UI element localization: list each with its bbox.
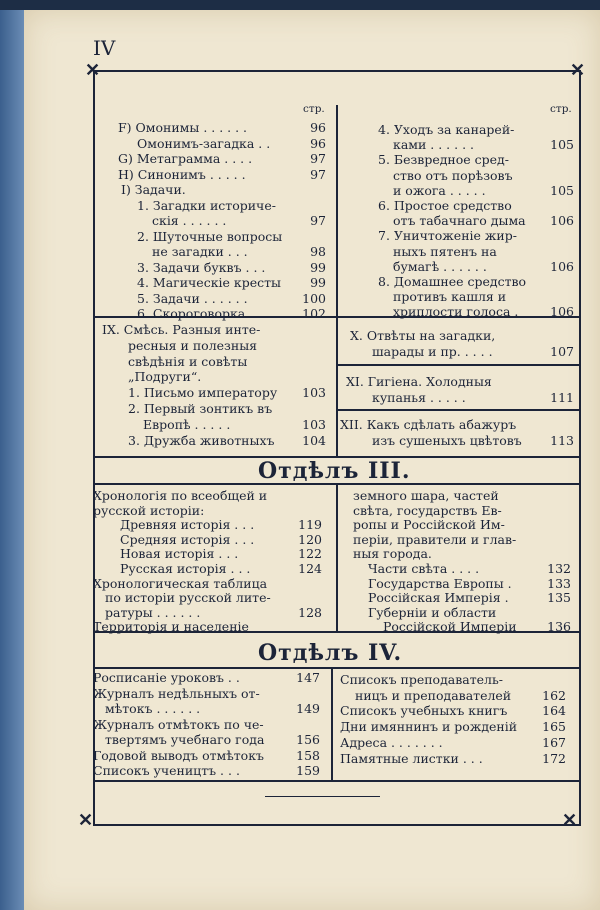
toc-entry-text: ныхъ пятенъ на bbox=[393, 243, 497, 259]
toc-page-number: 149 bbox=[296, 701, 320, 716]
toc-page-number: 159 bbox=[296, 763, 320, 778]
toc-entry-text: XI. Гигіена. Холодныя bbox=[346, 374, 492, 389]
toc-page-number: 128 bbox=[298, 604, 322, 620]
toc-page-number: 104 bbox=[302, 432, 326, 448]
toc-entry-text: ропы и Россійской Им- bbox=[353, 517, 505, 533]
toc-page-number: 164 bbox=[542, 703, 566, 719]
toc-page-number: 106 bbox=[550, 304, 574, 320]
toc-entry-text: 8. Домашнее средство bbox=[378, 274, 527, 289]
toc-entry-text: не загадки . . . bbox=[152, 244, 248, 259]
toc-entry-text: и ожога . . . . . bbox=[393, 182, 486, 198]
toc-entry-text: земного шара, частей bbox=[353, 488, 499, 503]
toc-page-number: 120 bbox=[298, 531, 322, 547]
toc-entry-text: по исторіи русской лите- bbox=[105, 590, 271, 606]
rule bbox=[93, 780, 580, 782]
top-edge-shadow bbox=[0, 0, 600, 10]
toc-entry-text: ресныя и полезныя bbox=[128, 337, 258, 353]
toc-page-number: 103 bbox=[302, 385, 326, 401]
toc-entry-text: Хронологическая таблица bbox=[93, 575, 268, 591]
toc-entry-text: отъ табачнаго дыма bbox=[393, 213, 526, 229]
toc-entry-text: 2. Шуточные вопросы bbox=[137, 228, 283, 244]
toc-entry-text: Губерніи и области bbox=[368, 604, 497, 620]
toc-entry-text: „Подруги“. bbox=[128, 369, 202, 385]
toc-entry-text: изъ сушеныхъ цвѣтовъ bbox=[372, 433, 522, 448]
toc-entry-text: I) Задачи. bbox=[121, 182, 186, 197]
toc-entry-text: Новая исторія . . . bbox=[120, 546, 239, 562]
toc-entry-text: Памятные листки . . . bbox=[340, 750, 483, 766]
toc-entry-text: 6. Скороговорка . . . bbox=[137, 306, 270, 321]
toc-page-number: 113 bbox=[550, 433, 574, 448]
rule bbox=[336, 364, 580, 366]
toc-entry-text: 3. Задачи буквъ . . . bbox=[137, 259, 266, 275]
toc-entry-text: Россійской Имперіи bbox=[383, 619, 517, 635]
toc-entry-text: 3. Дружба животныхъ bbox=[128, 432, 275, 448]
end-rule bbox=[265, 796, 380, 797]
section-4-title: Отдѣлъ IV. bbox=[258, 640, 403, 666]
toc-page-number: 96 bbox=[310, 135, 326, 151]
toc-entry-text: ство отъ порѣзовъ bbox=[393, 167, 513, 183]
toc-page-number: 119 bbox=[298, 517, 322, 533]
toc-entry-text: свѣта, государствъ Ев- bbox=[353, 502, 502, 518]
toc-page-number: 99 bbox=[310, 259, 326, 275]
page-column-header-right: стр. bbox=[550, 103, 572, 115]
toc-entry-text: H) Синонимъ . . . . . bbox=[118, 166, 246, 182]
toc-entry-text: купанья . . . . . bbox=[372, 390, 466, 405]
column-divider bbox=[336, 483, 338, 631]
toc-page-number: 97 bbox=[310, 213, 326, 228]
toc-page-number: 133 bbox=[547, 575, 571, 591]
toc-page-number: 107 bbox=[550, 344, 574, 359]
toc-page-number: 111 bbox=[550, 390, 574, 405]
toc-entry-text: шарады и пр. . . . . bbox=[372, 344, 493, 359]
toc-entry-text: 7. Уничтоженіе жир- bbox=[378, 228, 517, 244]
toc-entry-text: 6. Простое средство bbox=[378, 198, 512, 213]
toc-entry-text: G) Метаграмма . . . . bbox=[118, 151, 253, 166]
toc-page-number: 100 bbox=[302, 290, 326, 306]
toc-entry-text: Годовой выводъ отмѣтокъ bbox=[93, 747, 264, 763]
toc-entry-text: Журналъ недѣльныхъ от- bbox=[93, 685, 260, 701]
toc-page-number: 106 bbox=[550, 258, 574, 274]
column-divider bbox=[331, 668, 333, 780]
toc-page-number: 122 bbox=[298, 546, 322, 562]
toc-entry-text: Государства Европы . bbox=[368, 575, 512, 591]
toc-entry-text: X. Отвѣты на загадки, bbox=[350, 328, 496, 343]
toc-entry-text: мѣтокъ . . . . . . bbox=[105, 701, 201, 716]
toc-entry-text: твертямъ учебнаго года bbox=[105, 732, 265, 747]
toc-entry-text: Части свѣта . . . . bbox=[368, 561, 480, 576]
toc-entry-text: 1. Письмо императору bbox=[128, 385, 278, 401]
toc-page-number: 132 bbox=[547, 561, 571, 576]
toc-entry-text: 4. Уходъ за канарей- bbox=[378, 122, 515, 137]
page-number: IV bbox=[93, 36, 116, 60]
corner-ornament-icon: ✕ bbox=[562, 810, 578, 831]
toc-page-number: 124 bbox=[298, 561, 322, 576]
toc-page-number: 105 bbox=[550, 182, 574, 198]
corner-ornament-icon: ✕ bbox=[85, 60, 101, 81]
toc-page-number: 97 bbox=[310, 151, 326, 166]
toc-entry-text: 5. Безвредное сред- bbox=[378, 152, 509, 168]
toc-entry-text: Омонимъ-загадка . . bbox=[137, 135, 271, 151]
toc-page-number: 102 bbox=[302, 306, 326, 321]
toc-entry-text: ками . . . . . . bbox=[393, 137, 474, 153]
toc-entry-text: 1. Загадки историче- bbox=[137, 197, 276, 213]
rule bbox=[93, 667, 580, 669]
toc-entry-text: 4. Магическіе кресты bbox=[137, 275, 281, 290]
toc-entry-text: Журналъ отмѣтокъ по че- bbox=[93, 716, 264, 732]
toc-entry-text: русской исторіи: bbox=[93, 502, 205, 518]
toc-entry-text: бумагѣ . . . . . . bbox=[393, 258, 487, 274]
toc-page-number: 162 bbox=[542, 687, 566, 703]
toc-entry-text: періи, правители и глав- bbox=[353, 531, 517, 547]
toc-page-number: 172 bbox=[542, 750, 566, 766]
toc-entry-text: Средняя исторія . . . bbox=[120, 531, 255, 547]
toc-page-number: 99 bbox=[310, 275, 326, 290]
toc-page-number: 97 bbox=[310, 166, 326, 182]
toc-page-number: 156 bbox=[296, 732, 320, 747]
toc-page-number: 103 bbox=[302, 416, 326, 432]
toc-entry-text: свѣдѣнія и совѣты bbox=[128, 353, 248, 369]
toc-page-number: 98 bbox=[310, 244, 326, 259]
toc-entry-text: Дни имяннинъ и рожденій bbox=[340, 719, 518, 735]
toc-entry-text: Адреса . . . . . . . bbox=[340, 734, 443, 750]
toc-page-number: 136 bbox=[547, 619, 571, 635]
page-edge-shadow bbox=[0, 0, 24, 910]
toc-page-number: 96 bbox=[310, 120, 326, 135]
toc-entry-text: Европѣ . . . . . bbox=[143, 416, 231, 432]
toc-entry-text: XII. Какъ сдѣлать абажуръ bbox=[340, 417, 517, 432]
toc-entry-text: ратуры . . . . . . bbox=[105, 604, 201, 620]
toc-entry-text: Территорія и населеніе bbox=[93, 619, 249, 635]
corner-ornament-icon: ✕ bbox=[78, 810, 94, 831]
toc-page-number: 135 bbox=[547, 590, 571, 606]
section-3-title: Отдѣлъ III. bbox=[258, 458, 411, 484]
toc-entry-text: хриплости голоса . bbox=[393, 304, 519, 320]
toc-page-number: 158 bbox=[296, 747, 320, 763]
toc-entry-text: Древняя исторія . . . bbox=[120, 517, 255, 533]
page-column-header-left: стр. bbox=[303, 103, 325, 115]
toc-entry-text: Списокъ преподаватель- bbox=[340, 672, 504, 687]
toc-page-number: 105 bbox=[550, 137, 574, 153]
toc-page-number: 106 bbox=[550, 213, 574, 229]
toc-page-number: 147 bbox=[296, 670, 320, 685]
toc-entry-text: противъ кашля и bbox=[393, 289, 507, 305]
column-divider bbox=[336, 105, 338, 457]
toc-entry-text: Списокъ учеництъ . . . bbox=[93, 763, 240, 778]
toc-entry-text: F) Омонимы . . . . . . bbox=[118, 120, 248, 135]
toc-entry-text: Списокъ учебныхъ книгъ bbox=[340, 703, 508, 719]
toc-entry-text: Россійская Имперія . bbox=[368, 590, 509, 606]
toc-entry-text: скія . . . . . . bbox=[152, 213, 227, 228]
toc-entry-text: Хронологія по всеобщей и bbox=[93, 488, 268, 503]
toc-entry-text: 5. Задачи . . . . . . bbox=[137, 290, 248, 306]
toc-entry-text: Русская исторія . . . bbox=[120, 561, 251, 576]
toc-entry-text: ныя города. bbox=[353, 546, 432, 562]
toc-page-number: 165 bbox=[542, 719, 566, 735]
corner-ornament-icon: ✕ bbox=[570, 60, 586, 81]
toc-entry-text: 2. Первый зонтикъ въ bbox=[128, 401, 273, 416]
toc-entry-text: ницъ и преподавателей bbox=[355, 687, 512, 703]
toc-entry-text: Росписаніе уроковъ . . bbox=[93, 670, 240, 685]
toc-entry-text: IX. Смѣсь. Разныя инте- bbox=[102, 322, 261, 337]
rule bbox=[336, 409, 580, 411]
toc-page-number: 167 bbox=[542, 734, 566, 750]
